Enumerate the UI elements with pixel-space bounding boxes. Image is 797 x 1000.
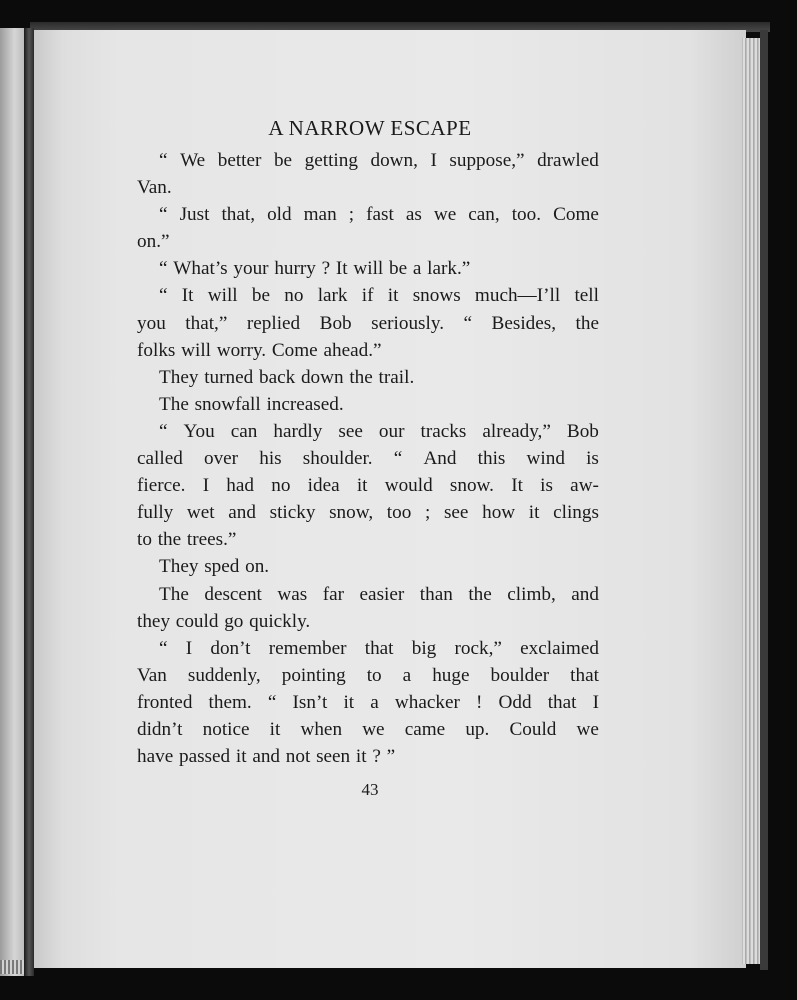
text-line: they could go quickly. (137, 610, 311, 632)
text-line: They turned back down the trail. (159, 366, 415, 388)
text-line: on.” (137, 231, 170, 253)
text-line: Van. (137, 177, 172, 199)
text-line: fierce. I had no idea it would snow. It is aw- (137, 475, 599, 497)
book-gutter (24, 28, 34, 976)
text-line: fronted them. “ Isn’t it a whacker ! Odd that I (137, 691, 599, 713)
page-number: 43 (361, 780, 379, 800)
text-line: They sped on. (159, 556, 270, 578)
text-line: called over his shoulder. “ And this wind is (137, 448, 599, 470)
page-content (137, 116, 599, 800)
body-text (137, 147, 599, 770)
text-line: to the trees.” (137, 529, 237, 551)
right-page-stack (742, 38, 762, 964)
text-line: have passed it and not seen it ? ” (137, 746, 396, 768)
text-line: “ We better be getting down, I suppose,” drawled (159, 150, 599, 171)
text-line: The descent was far easier than the climb, and (159, 583, 599, 605)
text-line: “ Just that, old man ; fast as we can, too. Come (159, 204, 599, 226)
text-line: Van suddenly, pointing to a huge boulder that (137, 664, 599, 686)
text-line: The snowfall increased. (159, 393, 344, 415)
text-line: folks will worry. Come ahead.” (137, 339, 382, 361)
text-line: “ I don’t remember that big rock,” exclaimed (159, 637, 599, 659)
left-page-edge (0, 28, 24, 976)
text-line: “ You can hardly see our tracks already,” Bob (159, 420, 599, 442)
text-line: you that,” replied Bob seriously. “ Besides, the (137, 312, 599, 334)
text-line: “ What’s your hurry ? It will be a lark.” (159, 258, 471, 280)
text-line: fully wet and sticky snow, too ; see how it clings (137, 502, 599, 524)
text-line: didn’t notice it when we came up. Could we (137, 718, 599, 740)
text-line: “ It will be no lark if it snows much—I’ll tell (159, 285, 599, 307)
book-cover-edge (760, 30, 768, 970)
running-head: A NARROW ESCAPE (268, 116, 472, 140)
